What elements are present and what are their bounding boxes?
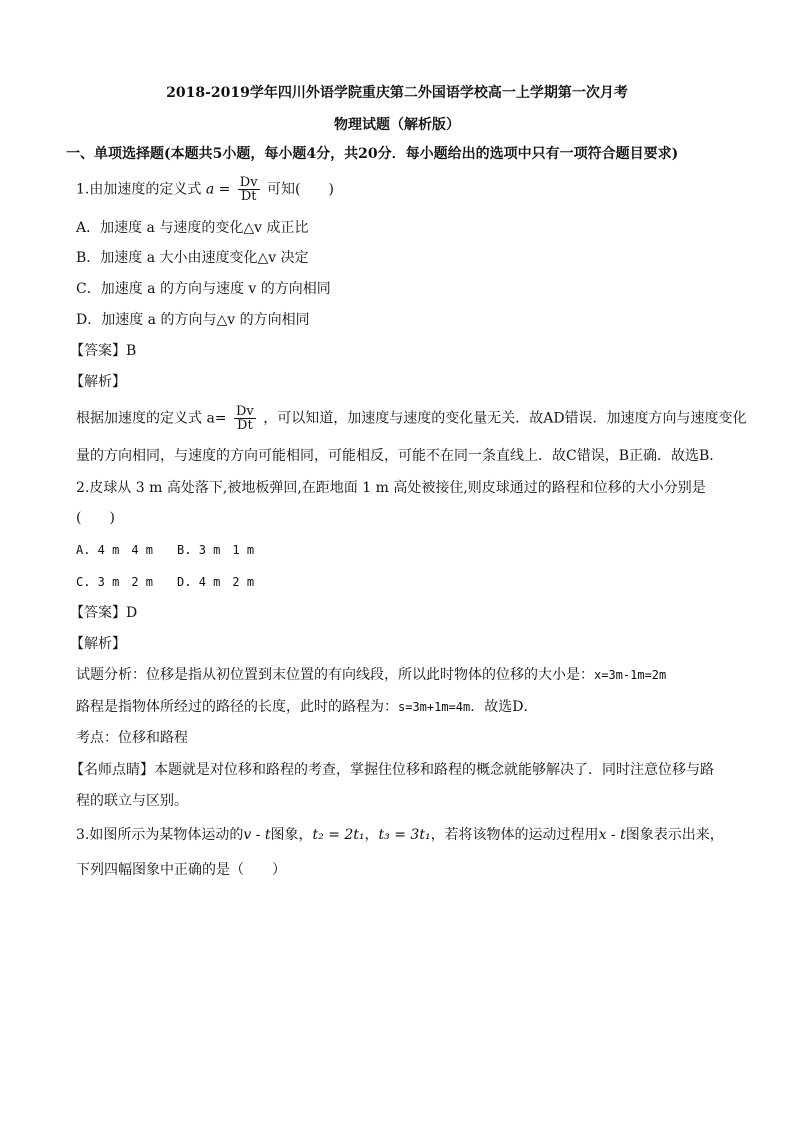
q2-stem-line2: ( ) (76, 510, 115, 526)
q2-options-row1: A. 4 m 4 m B. 3 m 1 m (76, 543, 255, 557)
q1-formula-lhs: a = (205, 181, 231, 198)
q3-xt: x - t (598, 827, 626, 843)
q1-analysis-frac-num: Dv (235, 404, 254, 419)
q2-analysis-line2 (76, 697, 537, 717)
q1-stem (76, 176, 334, 203)
q2-options-row2: C. 3 m 2 m D. 4 m 2 m (76, 575, 255, 589)
q3-t2: t₂ = 2t₁ (312, 827, 365, 843)
q1-option-c: C．加速度 a 的方向与速度 v 的方向相同 (76, 281, 331, 297)
q1-stem-suffix: 可知( ) (267, 181, 334, 198)
q3-stem-line2: 下列四幅图象中正确的是（ ） (76, 862, 286, 878)
q2-analysis-line2-end: ．故选D． (470, 699, 538, 715)
q3-stem-line1: 3.如图所示为某物体运动的v - t图象，t₂ = 2t₁，t₃ = 3t₁，若将该物体的运动过程用x - t图象表示出来， (76, 827, 724, 843)
q2-analysis-line2-formula: s=3m+1m=4m (398, 700, 471, 714)
q2-analysis-line1-formula: x=3m-1m=2m (594, 668, 667, 682)
q1-analysis-frac-den: Dt (237, 418, 253, 433)
q2-analysis-line1 (76, 665, 666, 685)
q3-stem-d: 图象表示出来， (625, 827, 724, 843)
q3-vt: v - t (243, 827, 271, 843)
q1-analysis-line2: 量的方向相同，与速度的方向可能相同，可能相反，可能不在同一条直线上．故C错误，B正确．故选B. (76, 448, 714, 464)
q1-option-b: B．加速度 a 大小由速度变化△v 决定 (76, 250, 309, 266)
q2-tip-line1: 【名师点睛】本题就是对位移和路程的考查，掌握住位移和路程的概念就能够解决了．同时注意位移与路 (70, 762, 714, 778)
q1-stem-prefix: 1.由加速度的定义式 (76, 181, 202, 198)
q3-stem-b: 图象， (270, 827, 313, 843)
q2-kaodian: 考点：位移和路程 (76, 730, 188, 746)
q1-formula-fraction (238, 176, 260, 203)
q3-stem-c: ，若将该物体的运动过程用 (430, 827, 599, 843)
q1-analysis-prefix: 根据加速度的定义式 a= (76, 410, 227, 427)
q2-stem-line1: 2.皮球从 3 m 高处落下,被地板弹回,在距地面 1 m 高处被接住,则皮球通过的路程和位移的大小分别是 (76, 480, 706, 496)
q1-answer: 【答案】B (70, 343, 137, 359)
q1-analysis-suffix: ，可以知道，加速度与速度的变化量无关．故AD错误．加速度方向与速度变化 (263, 410, 747, 427)
q1-option-a: A．加速度 a 与速度的变化△v 成正比 (76, 220, 309, 236)
q1-option-d: D．加速度 a 的方向与△v 的方向相同 (76, 312, 310, 328)
q1-analysis-fraction (234, 405, 256, 432)
q3-t3: t₃ = 3t₁ (378, 827, 431, 843)
page-subtitle: 物理试题（解析版） (334, 117, 460, 133)
q2-analysis-line2-text: 路程是指物体所经过的路径的长度，此时的路程为： (76, 699, 398, 715)
q2-answer: 【答案】D (70, 605, 138, 621)
q1-frac-num: Dv (239, 175, 258, 190)
q2-tip-line2: 程的联立与区别。 (76, 793, 188, 809)
q1-analysis-line1 (76, 405, 747, 432)
q2-analysis-line1-text: 试题分析：位移是指从初位置到末位置的有向线段，所以此时物体的位移的大小是： (76, 667, 594, 683)
q1-analysis-heading: 【解析】 (70, 374, 126, 390)
q3-stem-a: 3.如图所示为某物体运动的 (76, 827, 244, 843)
q1-frac-den: Dt (240, 189, 257, 204)
q2-analysis-heading: 【解析】 (70, 636, 126, 652)
section-heading: 一、单项选择题(本题共5小题，每小题4分，共20分．每小题给出的选项中只有一项符合题目要求) (66, 146, 679, 162)
page-title: 2018-2019学年四川外语学院重庆第二外国语学校高一上学期第一次月考 (166, 85, 628, 101)
